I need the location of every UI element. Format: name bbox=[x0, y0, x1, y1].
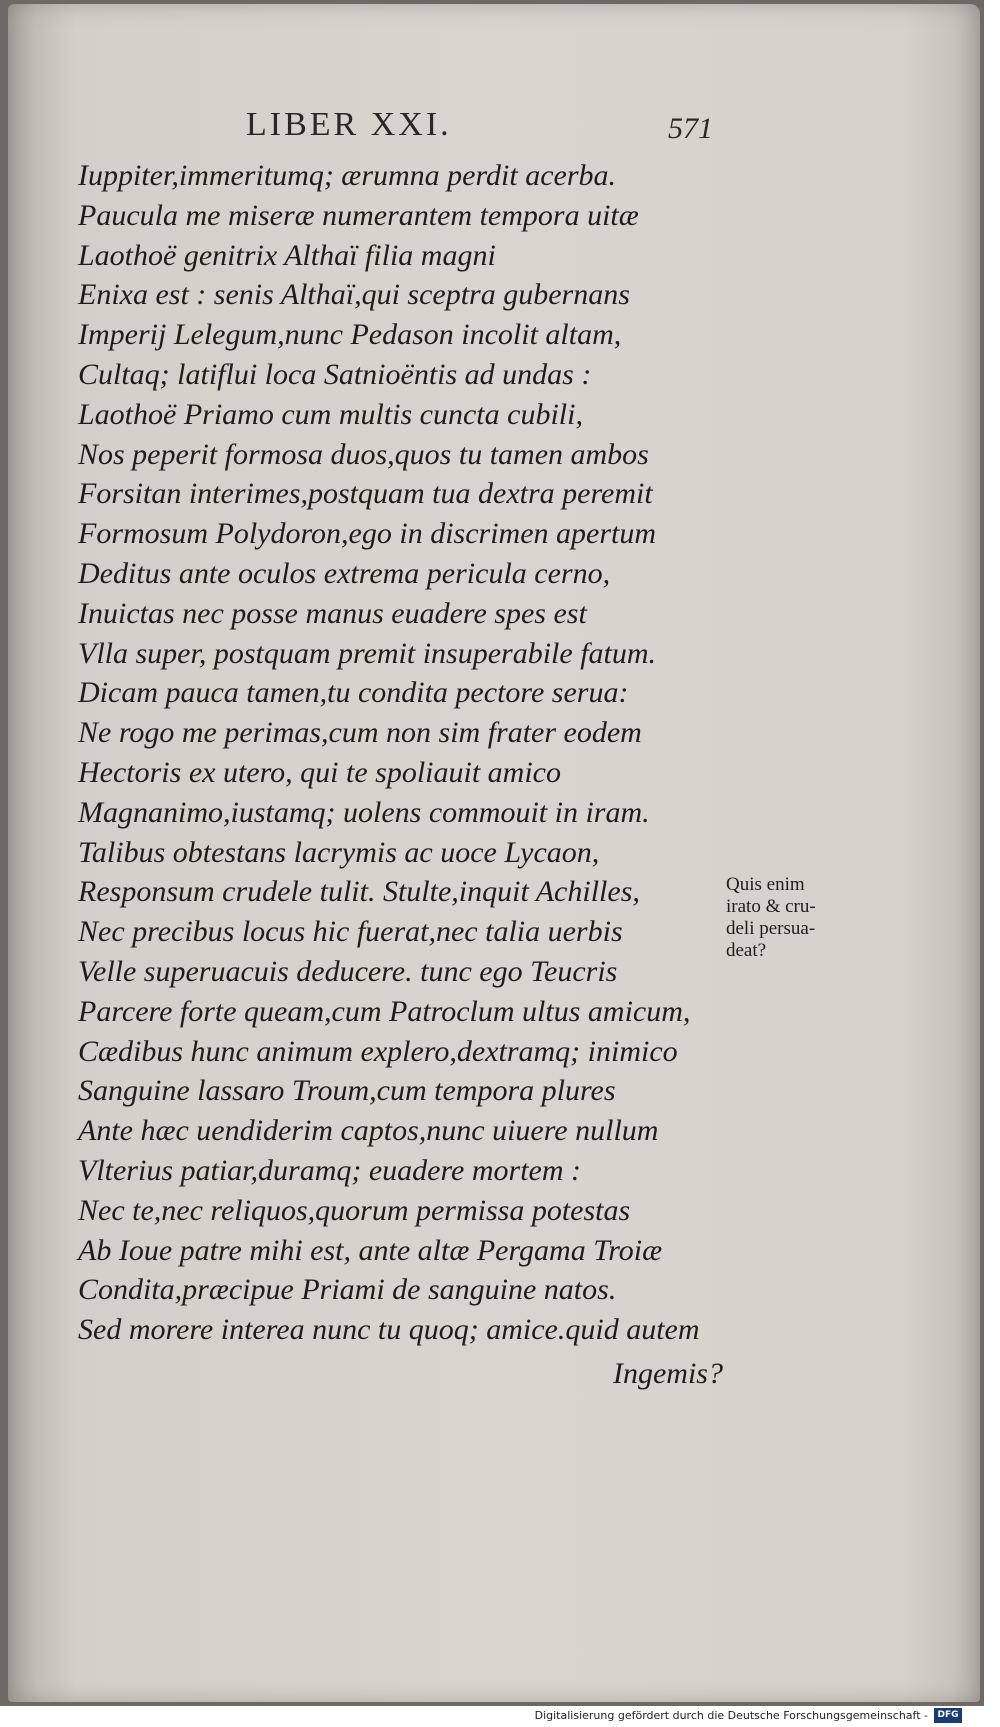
page-number: 571 bbox=[668, 112, 713, 145]
verse-line: Paucula me miseræ numerantem tempora uitæ bbox=[78, 198, 639, 232]
marginal-note-line: deli persua- bbox=[726, 918, 816, 939]
verse-line: Magnanimo,iustamq; uolens commouit in iram. bbox=[78, 795, 650, 829]
footer-bar bbox=[0, 1706, 1000, 1727]
verse-line: Condita,præcipue Priami de sanguine natos. bbox=[78, 1273, 617, 1307]
funding-notice: Digitalisierung gefördert durch die Deutsche Forschungsgemeinschaft - bbox=[534, 1709, 928, 1722]
verse-line: Responsum crudele tulit. Stulte,inquit Achilles, bbox=[78, 875, 640, 909]
verse-line: Formosum Polydoron,ego in discrimen apertum bbox=[78, 517, 656, 551]
verse-line: Parcere forte queam,cum Patroclum ultus amicum, bbox=[78, 994, 691, 1028]
verse-line: Nec te,nec reliquos,quorum permissa potestas bbox=[78, 1193, 631, 1227]
verse-line: Nos peperit formosa duos,quos tu tamen ambos bbox=[78, 437, 649, 471]
catchword: Ingemis? bbox=[613, 1357, 723, 1390]
verse-line: Velle superuacuis deducere. tunc ego Teucris bbox=[78, 954, 618, 988]
book-page bbox=[8, 4, 980, 1702]
verse-line: Laothoë genitrix Althaï filia magni bbox=[78, 238, 496, 272]
verse-line: Nec precibus locus hic fuerat,nec talia uerbis bbox=[78, 915, 623, 949]
verse-line: Enixa est : senis Althaï,qui sceptra gubernans bbox=[78, 278, 630, 312]
verse-line: Imperij Lelegum,nunc Pedason incolit altam, bbox=[78, 318, 622, 352]
verse-line: Sed morere interea nunc tu quoq; amice.quid autem bbox=[78, 1313, 700, 1347]
verse-line: Laothoë Priamo cum multis cuncta cubili, bbox=[78, 397, 583, 431]
marginal-note-line: irato & cru- bbox=[726, 896, 816, 917]
verse-line: Vlla super, postquam premit insuperabile fatum. bbox=[78, 636, 657, 670]
marginal-note-line: deat? bbox=[726, 940, 767, 961]
marginal-note bbox=[726, 874, 856, 962]
verse-line: Sanguine lassaro Troum,cum tempora plures bbox=[78, 1074, 616, 1108]
verse-line: Deditus ante oculos extrema pericula cerno, bbox=[78, 556, 611, 590]
running-head: LIBER XXI. bbox=[246, 106, 452, 143]
verse-line: Cultaq; latiflui loca Satnioëntis ad undas : bbox=[78, 357, 592, 391]
verse-line: Dicam pauca tamen,tu condita pectore serua: bbox=[78, 676, 629, 710]
verse-line: Ne rogo me perimas,cum non sim frater eodem bbox=[78, 716, 642, 750]
verse-line: Hectoris ex utero, qui te spoliauit amico bbox=[78, 755, 561, 789]
verse-line: Inuictas nec posse manus euadere spes est bbox=[78, 596, 587, 630]
verse-line: Talibus obtestans lacrymis ac uoce Lycaon, bbox=[78, 835, 600, 869]
verse-block bbox=[78, 156, 718, 1350]
verse-line: Ante hæc uendiderim captos,nunc uiuere nullum bbox=[78, 1114, 659, 1148]
verse-line: Cædibus hunc animum explero,dextramq; inimico bbox=[78, 1034, 678, 1068]
marginal-note-line: Quis enim bbox=[726, 874, 805, 895]
verse-line: Forsitan interimes,postquam tua dextra peremit bbox=[78, 477, 653, 511]
dfg-logo-icon: DFG bbox=[934, 1708, 962, 1723]
verse-line: Vlterius patiar,duramq; euadere mortem : bbox=[78, 1153, 581, 1187]
verse-line: Ab Ioue patre mihi est, ante altæ Pergama Troiæ bbox=[78, 1233, 663, 1267]
verse-line: Iuppiter,immeritumq; ærumna perdit acerba. bbox=[78, 159, 617, 192]
